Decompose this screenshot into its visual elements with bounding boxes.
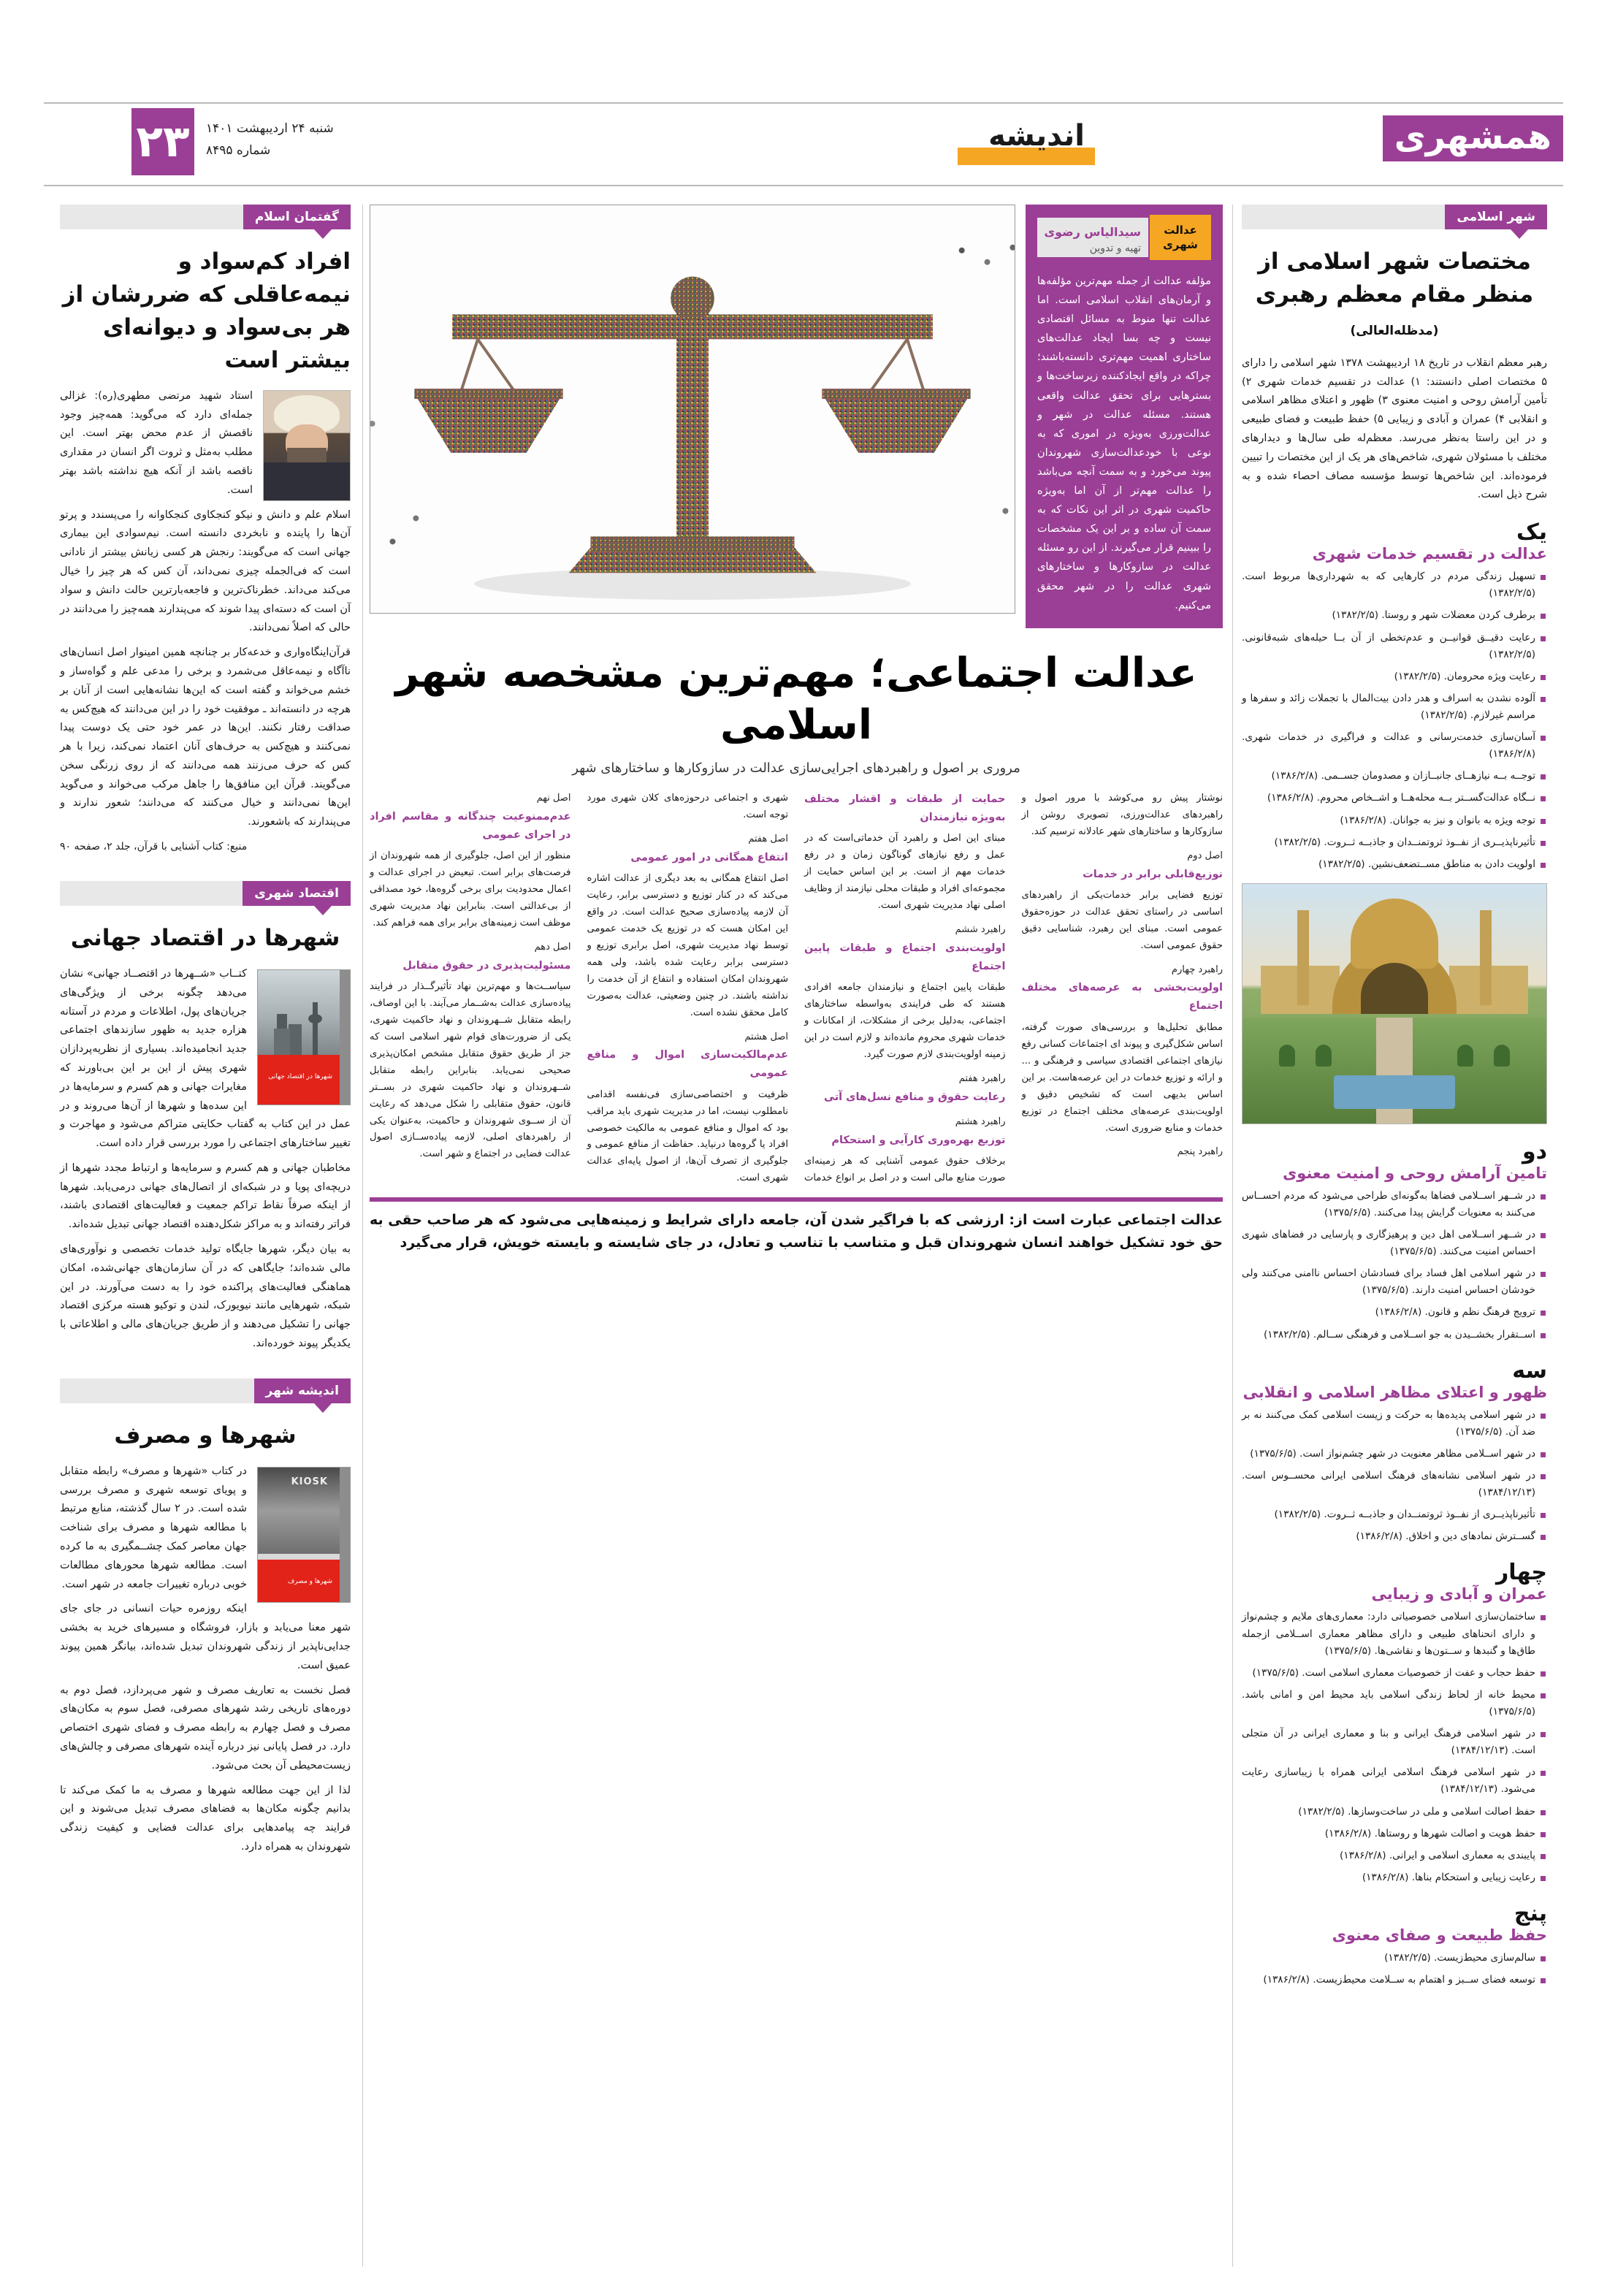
- tree-shape: [1457, 1045, 1473, 1067]
- left-block2-paragraph: به‌ بیان دیگر، شهرها جایگاه تولید خدمات تخصصی و نوآوری‌های مالی شده‌اند؛ جایگاهی که در آن سازمان‌های جهانی‌شده، امکان هماهنگی فعالیت‌های پراکنده خود را به دست می‌آورند. در این شبکه، شهرهایی مانند نیویورک، لندن و توکیو هسته مرکزی اقتصاد جهانی را تشکیل می‌دهند و از طریق جریان‌های مالی و اطلاعاتی با یکدیگر پیوند خورده‌اند.: [60, 1243, 351, 1350]
- brand-logo[interactable]: همشهری: [1383, 115, 1563, 161]
- right-section-list: [1242, 1950, 1547, 1988]
- left-block2-body: [60, 965, 351, 1354]
- quote-box-text: مؤلفه عدالت از جمله مهم‌ترین مؤلفه‌ها و آرمان‌های انقلاب اسلامی است. اما عدالت تنها منوط به مسائل اقتصادی نیست و چه بسا ایجاد عدالت‌های ساختاری اهمیت مهم‌تری دانسته‌باشند؛ چراکه در واقع ایجادکننده زیرساخت‌ها و بستر‌هایی برای تحقق عدالت واقعی هستند. مسئله عدالت در شهر و عدالت‌ورزی به‌ویژه در اموری که به نوعی با خودعدالت‌سازی شهروندان پیوند می‌خورد و به سمت آنچه می‌باشد را عدالت مهم‌تر از آن اما به‌ویژه حاکمیت شهری در اثر این نکات که به سمت آن ساده و بر این یک مشخصات را ببینیم قرار می‌گیرند. ‌از این رو مسئله عدالت در سازوکارها و ساختارهای شهری عدالت را در شهر محقق می‌کنیم.: [1037, 275, 1211, 611]
- center-strategy-title: توزیع بهره‌وری کارآیی و استحکام: [831, 1134, 1006, 1146]
- right-section-title: ظهور و اعتلای مظاهر اسلامی و انقلابی: [1243, 1383, 1547, 1401]
- center-principle-kicker: اصل هشتم: [744, 1031, 788, 1042]
- list-item: نــگاه عدالت‌گســتر بــه محله‌هــا و اشــخاص محروم. (۱۳۸۶/۲/۸): [1242, 790, 1547, 806]
- list-item: اولویت دادن به مناطق مســتضعف‌نشین. (۱۳۸۲/۲/۵): [1242, 856, 1547, 873]
- center-strategy-title: نوزیع‌قابلی برابر در خدمات: [1083, 868, 1223, 880]
- list-item: در شهر اسلامی پدیده‌ها به حرکت و زیست اسلامی کمک می‌کنند نه بر ضد آن. (۱۳۷۵/۶/۵): [1242, 1407, 1547, 1441]
- list-item: گســترش نمادهای دین و اخلاق. (۱۳۸۶/۲/۸): [1242, 1528, 1547, 1545]
- right-kicker-badge[interactable]: شهر اسلامی: [1445, 205, 1547, 229]
- right-section-list: [1242, 1609, 1547, 1886]
- left-block3-body: [60, 1462, 351, 1857]
- right-headline: [1242, 245, 1547, 344]
- book-spine: [340, 970, 350, 1105]
- left-block1-paragraph: استاد شهید مرتضی مطهری(ره):‌ غزالی جمله‌ای دارد که می‌گوید: همه‌چیز وجود ناقصش از عدم محض بهتر است. این مطلب به‌مثل و ثروت اگر انسان در مقداری ناقصه باشد از آنکه هیچ نداشته باشد بهتر است.: [60, 389, 253, 496]
- list-item: در شهر اسلامی اهل فساد برای فسادشان احساس ناامنی می‌کنند ولی خودشان احساس امنیت دارند. (۱۳۷۵/۶/۵): [1242, 1265, 1547, 1299]
- left-block3-paragraph: فصل نخست به تعاریف مصرف و شهر می‌پردازد، فصل دوم به دوره‌های تاریخی رشد شهرهای مصرفی، فصل سوم به مکان‌های مصرف و فصل چهارم به رابطه مصرف و فضای شهری اختصاص دارد. در فصل پایانی نیز درباره آینده شهرهای مصرفی و چالش‌های زیست‌محیطی آن بحث می‌شود.: [60, 1684, 351, 1771]
- list-item: حفظ هویت و اصالت شهرها و روستاها. (۱۳۸۶/۲/۸): [1242, 1826, 1547, 1842]
- book-cover-red-band-2: [258, 1560, 340, 1602]
- quote-box-role: تهیه و تدوین: [1089, 243, 1141, 254]
- left-block2-paragraph: کتــاب «شــهرها در اقتصــاد جهانی» نشان می‌دهد چگونه برخی از ویژگی‌های جریان‌های پول، اطلاعات و مردم در آستانه هزاره جدید به ظهور سازندهای اجتماعی جدید انجامیده‌اند. بسیاری از نظریه‌پردازان شهری پیش از این بر این بی‌باورند که مغایرات جهانی و هم کسرم و سرمایه‌ها در این سده‌ها و شهرها از آن‌ها می‌روند و در عمل در این کتاب به گفتاب حکایتی متراکم می‌شود و مهاجرت و تغییر ساختارهای اجتماعی را مورد بررسی قرار داده است.: [60, 967, 351, 1150]
- book-cover-title-text-2: شهرها و مصرف: [287, 1577, 332, 1585]
- tree-shape: [1494, 1045, 1510, 1067]
- robe-shape: [264, 462, 350, 500]
- center-principle-kicker: اصل هفتم: [748, 833, 788, 844]
- book-cover-cities-in-global-economy: [257, 969, 351, 1105]
- list-item: محیط خانه از لحاظ زندگی اسلامی باید محیط امن و امانی باشد. (۱۳۷۵/۶/۵): [1242, 1687, 1547, 1720]
- list-item: تسهیل زندگی مردم در کارهایی که به شهرداری‌ها مربوط است. (۱۳۸۲/۲/۵): [1242, 568, 1547, 602]
- page-grid: [44, 205, 1563, 2267]
- section-title: [988, 121, 1085, 155]
- right-kicker-tip: [1511, 229, 1528, 239]
- left-block1-kicker-badge[interactable]: گفتمان اسلام: [243, 205, 351, 229]
- center-article-columns: [370, 790, 1223, 1187]
- list-item: توسعه فضای ســبز و اهتمام به ســلامت محیط‌زیست. (۱۳۸۶/۲/۸): [1242, 1972, 1547, 1988]
- portrait-photo-motahari: [263, 390, 351, 501]
- left-block2-kicker-wrap: [60, 881, 351, 910]
- list-item: رعایت دقیــق قوانیــن و عدم‌تخطی از آن بــا حیله‌های شبه‌قانونی. (۱۳۸۲/۲/۵): [1242, 630, 1547, 663]
- list-item: ساختمان‌سازی اسلامی خصوصیاتی دارد: معماری‌های ملایم و چشم‌نواز و دارای انحناهای طبیعی و دارای مظاهر معماری اســلامی ازجمله طاق‌ها و گنبدها و ســتون‌ها و نقاشی‌ها. (۱۳۷۵/۶/۵): [1242, 1609, 1547, 1659]
- book-cover-red-band: [258, 1055, 340, 1105]
- right-section-title: عمران و آبادی و زیبایی: [1371, 1585, 1547, 1603]
- list-item: در شهر اسلامی فرهنگ ایرانی و بنا و معماری ایرانی در آن متجلی است. (۱۳۸۴/۱۲/۱۳): [1242, 1725, 1547, 1759]
- left-block3-kicker-badge[interactable]: اندیشه شهر: [254, 1378, 351, 1403]
- list-item: رعایت ویژه محرومان. (۱۳۸۲/۲/۵): [1242, 668, 1547, 685]
- left-block1-body: [60, 387, 351, 856]
- hero-row: [370, 205, 1223, 628]
- book-cover-title-text: شهرها در اقتصاد جهانی: [268, 1072, 332, 1080]
- book-cover-photo-2: [258, 1468, 340, 1554]
- left-column: [44, 205, 351, 2267]
- left-block3-paragraph: در کتاب «شهرها و مصرف» رابطه متقابل و پویای توسعه شهری و مصرف بررسی شده است. در ۲ سال گذشته، منابع مرتبط با مطالعه شهرها و مصرف برای شناخت جهان معاصر کمک چشــمگیری به ما کرده است. مطالعه شهرها محورهای مطالعات خوبی درباره تغییرات جامعه در شهر است.: [60, 1465, 247, 1590]
- right-section-list: [1242, 568, 1547, 873]
- left-block2-paragraph: مخاطبان جهانی و هم کسرم و سرمایه‌ها و ارتباط مجدد شهرها از دریچه‌ای پویا و در شبکه‌ای از اتصال‌های جهانی درمی‌یابد. شهرها از اینکه صرفاً نقاط تراکم جمعیت و فعالیت‌های اقتصادی باشند، فراتر رفته‌اند و به مراکز شکل‌دهنده اقتصاد جهانی تبدیل شده‌اند.: [60, 1162, 351, 1231]
- left-block1-kicker-tip: [314, 229, 332, 239]
- list-item: برطرف کردن معضلات شهر و روستا. (۱۳۸۲/۲/۵): [1242, 607, 1547, 624]
- center-strategy-kicker: راهبرد هشتم: [955, 1116, 1006, 1128]
- left-block3-headline: شهرها و مصرف: [114, 1422, 297, 1449]
- center-principle-body: اصل انتفاع همگانی به بعد دیگری از عدالت اشاره می‌کند که در کنار توزیع و دسترسی برابر، رعایت آن لازمه پیاده‌سازی صحیح عدالت است. در واقع این امکان هست که در توزیع یک خدمت عمومی توسط نهاد مدیریت شهری، اصل برابری توزیع و دسترسی برابر رعایت شده باشد، ولی همه شهروندان امکان استفاده و انتفاع از آن خدمت را نداشته باشند. در چنین وضعیتی، عدالت به‌صورت کامل محقق نشده است.: [587, 872, 788, 1018]
- list-item: سالم‌سازی محیط‌زیست. (۱۳۸۲/۲/۵): [1242, 1950, 1547, 1967]
- issue-date: شنبه ۲۴ اردیبهشت ۱۴۰۱: [206, 121, 334, 136]
- center-strategy-body: مبنای این اصل و راهبرد آن خدماتی‌است که در عمل و رفع نیازهای گوناگون زمان و در رفع خدمات مهم از است. بر این اساس حمایت از مجموعه‌ای افراد و طبقات محلی نیازمند از وظایف اصلی نهاد مدیریت شهری است.: [804, 833, 1006, 912]
- quote-box-badge[interactable]: عدالت شهری: [1150, 215, 1211, 260]
- center-strategy-body: مطابق تحلیل‌ها و بررسی‌های صورت گرفته، اساس شکل‌گیری و پیوند ای اجتماعات کسانی رفع نیازهای اجتماعی‌ اقتصادی سیاسی و فرهنگی و ... و ارائه و توزیع خدمات در این عرصه‌هاست. بر این اساس بدیهی است که تشخیص دقیق و اولویت‌بندی عرصه‌های مختلف اجتماع در توزیع خدمات و منابع ضروری است.: [1021, 1021, 1223, 1134]
- book-spine-2: [340, 1468, 350, 1602]
- center-column: [351, 205, 1242, 2267]
- minaret-right: [1480, 910, 1492, 1005]
- left-block1-kicker-wrap: [60, 205, 351, 234]
- right-section-number: پنج: [1514, 1901, 1547, 1926]
- quote-box-head: [1037, 215, 1211, 263]
- right-section-title: عدالت در تقسیم خدمات شهری: [1312, 545, 1547, 563]
- quote-box-author: سیدالیاس رضوی: [1044, 225, 1141, 239]
- list-item: پایبندی به معماری اسلامی و ایرانی. (۱۳۸۶/۲/۸): [1242, 1847, 1547, 1864]
- main-headline: عدالت اجتماعی؛ مهم‌ترین مشخصه شهر اسلامی: [395, 649, 1197, 750]
- center-strategy-kicker: راهبرد هفتم: [958, 1073, 1006, 1085]
- list-item: در شهر اسلامی نشانه‌های فرهنگ اسلامی ایرانی محســوس است. (۱۳۸۴/۱۲/۱۳): [1242, 1468, 1547, 1501]
- issue-info: [206, 118, 334, 162]
- left-block1-headline: افراد کم‌سواد و نیمه‌عاقلی که ضررشان از هر بی‌سواد و دیوانه‌ای بیشتر است: [62, 248, 351, 373]
- mosque-pool: [1334, 1075, 1455, 1109]
- list-item: حفظ اصالت اسلامی و ملی در ساخت‌وسازها. (۱۳۸۲/۲/۵): [1242, 1804, 1547, 1820]
- tree-shape: [1279, 1045, 1295, 1067]
- right-column: [1242, 205, 1563, 2267]
- left-block3-kicker-wrap: [60, 1378, 351, 1408]
- left-block2-kicker-tip: [314, 906, 332, 915]
- tree-shape: [1316, 1045, 1332, 1067]
- main-subheadline: مروری بر اصول و راهبردهای اجرایی‌سازی عدالت در سازوکارها و ساختارهای شهر: [572, 760, 1020, 777]
- center-pullquote: عدالت اجتماعی عبارت است از: ارزشی که با فراگیر شدن آن، جامعه دارای شرایط و زمینه‌هایی می‌شود که هر صاحب حقی به حق خود تشکیل خواهند انسان شهروندان قبل و متناسب با تناسب و تعادل، در جای شایسته و بایسته خویش، قرار می‌گیرد: [370, 1197, 1223, 1254]
- right-section-number: سه: [1512, 1357, 1547, 1384]
- list-item: توجه ویژه به بانوان و نیز به جوانان. (۱۳۸۶/۲/۸): [1242, 812, 1547, 829]
- section-title-text: اندیشه: [988, 119, 1085, 153]
- center-strategy-kicker: راهبرد پنجم: [1177, 1146, 1223, 1158]
- right-section-title: حفظ طبیعت و صفای معنوی: [1332, 1926, 1547, 1944]
- center-principle-title: عدم‌ممنوعیت چندگانه و مقاسم افراد در اجرای عمومی: [370, 810, 571, 841]
- right-headline-note: (مدظله‌العالی): [1350, 323, 1439, 338]
- right-kicker-wrap: [1242, 205, 1547, 234]
- list-item: ترویج فرهنگ نظم و قانون. (۱۳۸۶/۲/۸): [1242, 1304, 1547, 1321]
- center-strategy-body: طبقات پایین اجتماع و نیازمندان جامعه افرادی هستند که طی فرایندی به‌واسطه ساختارهای اجتماعی، به‌دلیل برخی از مشکلات، از امکانات و خدمات شهری محروم مانده‌اند و لازم است در این زمینه اولویت‌بندی لازم صورت گیرد.: [804, 982, 1006, 1061]
- center-strategy-title: اولویت‌بندی اجتماع و طبقات پایین اجتماع: [804, 942, 1006, 973]
- center-principle-body: منظور از این اصل، جلوگیری از همه شهروندان از فرصت‌های برابر است. تبعیض در اجرای عدالت و اعمال محدودیت برای برخی گروه‌ها، خود مصداقی از بی‌عدالتی است. بنابراین نهاد مدیریت شهری موظف است زمینه‌های برابر برای همه فراهم کند.: [370, 850, 571, 928]
- masthead: [44, 102, 1563, 186]
- center-principle-body: سیاســت‌ها و مهم‌ترین نهاد تأثیرگــذار در فرایند پیاده‌سازی عدالت به‌شــمار می‌آیند. با این اوصاف، رابطه متقابل شــهروندان و نهاد حاکمیت شهری، یکی از ضرورت‌های قوام شهر اسلامی است که جز از طریق حقوق متقابل مشخص امکان‌پذیری صحیحی نمی‌یابد. بنابراین رابطه متقابل شــهروندان و نهاد حاکمیت شهری در بســتر قانون، حقوق متقابلی را شکل می‌دهد که رعایت آن از ســوی شهروندان و حاکمیت، به‌عنوان یکی از راهبردهای اصلی، لازمه پیاده‌ســازی اصول عدالت فضایی در اجتماع و شهر است.: [370, 980, 571, 1160]
- center-strategy-kicker: راهبرد چهارم: [1171, 964, 1223, 975]
- left-block3-paragraph: لذا از این جهت مطالعه شهرها و مصرف به ما کمک می‌کند تا بدانیم چگونه مکان‌ها به فضاهای مصرف تبدیل می‌شوند و این فرایند چه پیامدهایی برای عدالت فضایی و کیفیت زندگی شهروندان به همراه دارد.: [60, 1784, 351, 1853]
- list-item: در شهر اسلامی فرهنگ اسلامی ایرانی همراه با زیباسازی رعایت می‌شود. (۱۳۸۴/۱۲/۱۳): [1242, 1764, 1547, 1798]
- list-item: رعایت زیبایی و استحکام بناها. (۱۳۸۶/۲/۸): [1242, 1869, 1547, 1886]
- right-section-list: [1242, 1407, 1547, 1546]
- right-section-number: یک: [1516, 519, 1547, 546]
- list-item: در شهر اســلامی مظاهر معنویت در شهر چشم‌نواز است. (۱۳۷۵/۶/۵): [1242, 1446, 1547, 1462]
- minaret-left: [1297, 910, 1309, 1005]
- list-item: تأثیرناپذیــری از نفــوذ ثروتمنــدان و جاذبــه ثــروت. (۱۳۸۲/۲/۵): [1242, 1506, 1547, 1523]
- masthead-top-rule: [44, 102, 1563, 104]
- center-strategy-body: توزیع فضایی برابر خدمات‌یکی از راهبردهای اساسی در راستای تحقق عدالت در حوزه‌حقوق عمومی است. مبنای این رهبرد، شناسایی دقیق حقوق عمومی است.: [1021, 889, 1223, 951]
- book-cover-photo: [258, 970, 340, 1056]
- center-strategy-title: رعایت حقوق و منافع نسل‌های آتی: [824, 1091, 1006, 1103]
- right-headline-text: مختصات شهر اسلامی از منظر مقام معظم رهبری: [1255, 248, 1534, 308]
- center-strategy-kicker: راهبرد ششم: [955, 924, 1006, 936]
- center-principle-title: عدم‌مالکیت‌سازی اموال و منافع عمومی: [587, 1049, 788, 1080]
- scales-icon: [370, 205, 1015, 613]
- left-block1-source: منبع: کتاب آشنایی با قرآن، جلد ۲، صفحه ۹۰: [60, 841, 248, 853]
- cn-tower-shape: [313, 1002, 318, 1056]
- hero-image-scales-of-justice: [370, 205, 1015, 614]
- page-number: ۲۳: [131, 108, 194, 175]
- right-section-list: [1242, 1188, 1547, 1343]
- list-item: حفظ حجاب و عفت از خصوصیات معماری اسلامی است. (۱۳۷۵/۶/۵): [1242, 1665, 1547, 1682]
- list-item: در شــهر اســلامی فضاها به‌گونه‌ای طراحی می‌شود که مردم احســاس می‌کنند به معنویات گرایش پیدا می‌کنند. (۱۳۷۵/۶/۵): [1242, 1188, 1547, 1221]
- center-strategy-title: حمایت از طبقات و اقشار مختلف به‌ویژه نیازمندان: [804, 793, 1006, 824]
- list-item: آلوده نشدن به اسراف و هدر دادن بیت‌المال با تجملات زائد و سفرها و مراسم غیرلازم. (۱۳۸۲/۲/۵): [1242, 690, 1547, 724]
- building-shape-1: [289, 1024, 302, 1056]
- building-shape-3: [274, 1029, 290, 1056]
- list-item: تأثیرناپذیــری از نفــوذ ثروتمنــدان و جاذبــه ثــروت. (۱۳۸۲/۲/۵): [1242, 834, 1547, 851]
- center-principle-body: ظرفیت و اختصاصی‌سازی فی‌نفسه اقدامی نامطلوب نیست، اما در مدیریت شهری باید مراقب بود که اموال و منافع عمومی به مالکیت خصوصی افراد یا گروه‌ها درنیاید. حفاظت از منافع عمومی و جلوگیری از تصرف آن‌ها، از اصول پایه‌ای عدالت شهری است.: [587, 1088, 788, 1184]
- center-strategy-kicker: اصل دوم: [1187, 850, 1223, 861]
- right-intro: رهبر معظم انقلاب در تاریخ ۱۸ اردیبهشت ۱۳۷۸ شهر اسلامی را دارای ۵ مختصات اصلی دانستند: ۱) عدالت در تقسیم خدمات شهری ۲) تأمین آرامش روحی و امنیت معنوی ۳) ظهور و اعتلای مظاهر اسلامی و انقلابی ۴) عمران و آبادی و زیبایی ۵) حفظ طبیعت و فضای طبیعی و در این راستا به‌نظر می‌رسد. معظم‌له طی سال‌ها و دیدارهای مختلف با مسئولان شهری، شاخص‌های هر یک از این مختصات را تبیین فرموده‌اند. این شاخص‌ها توسط مؤسسه مصاف احصاء شده و به شرح ذیل است.: [1242, 356, 1548, 501]
- left-block1-paragraph: قرآن‌اینگاه‌واری و خدعه‌کار بر چنانچه همین امینوار اصل انسان‌های ناآگاه و نیمه‌عاقل می‌شمرد و برخی را مدعی علم و گواه‌ساز و خشم می‌خواند و گفته است که این‌ها نشانه‌هایی است از آنان بر هرچه در دانسته‌اند ـ موفقیت خود را در این می‌دانند که هیچ‌کس به صداقت رفتار نکنند. این‌ها در عمر خود حتی یک دوست پیدا نمی‌کنند و هیچ‌کس به حرف‌های آنان اعتماد نمی‌کند، زیرا با هر کس که حرف می‌زنند همه می‌دانند که از روی زرنگی سخن می‌گویند. قرآن این منافق‌ها را جاهل مرکب می‌خواند و می‌گوید این‌ها نمی‌دانند و خیال می‌کنند که می‌دانند؛ شعور ندارند و می‌پندارند که باشعورند.: [60, 647, 351, 828]
- kiosk-sign-text: KIOSK: [291, 1476, 328, 1487]
- center-strategy-body: برخلاف حقوق عمومی آشنایی که هر زمینه‌ای صورت منابع مالی است و در اصل بر انواع خدمات شهری و اجتماعی درحوزه‌های کلان شهری مورد توجه است.: [587, 793, 1006, 1183]
- center-intro: نوشتار پیش رو می‌کوشد با مرور اصول و راهبردهای عدالت‌ورزی، تصویری روشن از سازوکارها و ساختارهای شهر عادلانه ترسیم کند.: [1021, 793, 1223, 837]
- center-principle-kicker: اصل دهم: [534, 941, 571, 953]
- left-block2-kicker-badge[interactable]: اقتصاد شهری: [243, 881, 351, 906]
- mosque-dome: [1351, 899, 1438, 969]
- right-section-title: تامین آرامش روحی و امنیت معنوی: [1283, 1164, 1547, 1182]
- issue-number: شماره ۸۴۹۵: [206, 142, 271, 158]
- list-item: در شــهر اســلامی اهل دین و پرهیزگاری و پارسایی در فضاهای شهری احساس امنیت می‌کنند. (۱۳۷۵/۶/۵): [1242, 1227, 1547, 1260]
- list-item: آسان‌سازی خدمت‌رسانی و عدالت و فراگیری در خدمات شهری. (۱۳۸۶/۲/۸): [1242, 729, 1547, 763]
- left-block2-headline: شهرها در اقتصاد جهانی: [70, 924, 340, 951]
- left-block3-kicker-tip: [314, 1403, 332, 1413]
- book-cover-cities-and-consumption: [257, 1467, 351, 1603]
- masthead-bottom-rule: [44, 185, 1563, 186]
- quote-box: [1026, 205, 1223, 628]
- right-sections-container: [1242, 519, 1547, 1988]
- center-principle-kicker: اصل نهم: [536, 793, 571, 804]
- left-block1-paragraph: اسلام علم و دانش و نیکو کنجکاوی کنجکاوانه را می‌پسندد و پرتو آن‌ها را پاینده و نابخردی دانسته است. نیم‌سوادی این بیماری جهانی است که می‌گویند: رنجش هر کسی زیانش بیشتر از نادانی است که فی‌الجمله چیزی نمی‌داند، آن کس که هر چیز را خیال می‌کند می‌داند. خطرناک‌ترین و فاجعه‌بارترین حالت دانش و سواد آن است که دسته‌ای پیدا شوند که می‌پندارند همه‌چیز را می‌دانند در حالی که اصلاً نمی‌دانند.: [60, 508, 351, 634]
- center-principle-title: انتفاع همگانی در امور عمومی: [630, 851, 788, 863]
- left-block3-paragraph: اینکه روزمره حیات انسانی در جای جای شهر معنا می‌یابد و بازار، فروشگاه و مسیرهای خرید به بخشی جدایی‌ناپذیر از زندگی شهروندان تبدیل شده‌اند، بیانگر همین پیوند عمیق است.: [60, 1603, 351, 1671]
- right-section-number: دو: [1522, 1138, 1547, 1164]
- mosque-photo: [1242, 883, 1547, 1124]
- center-principle-title: مسئولیت‌پذیری در حقوق متقابل: [402, 959, 571, 972]
- right-section-number: چهار: [1496, 1560, 1547, 1586]
- list-item: توجــه بــه نیازهــای جانبــازان و مصدومان جســمی. (۱۳۸۶/۲/۸): [1242, 768, 1547, 785]
- center-strategy-title: اولویت‌بخشی به عرصه‌های مختلف اجتماع: [1021, 982, 1223, 1012]
- list-item: اســتقرار بخشــیدن به جو اســلامی و فرهنگی ســالم. (۱۳۸۲/۲/۵): [1242, 1327, 1547, 1343]
